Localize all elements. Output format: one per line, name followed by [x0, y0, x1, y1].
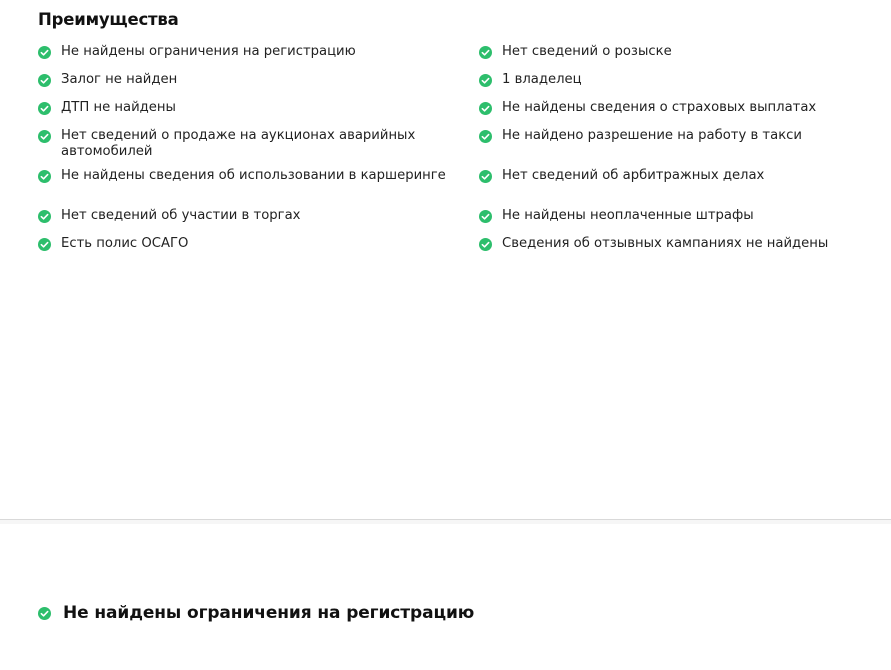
advantage-label: Нет сведений об арбитражных делах	[502, 168, 765, 183]
advantage-item	[479, 168, 764, 184]
advantage-label: Не найдены ограничения на регистрацию	[61, 44, 356, 59]
advantage-item	[38, 236, 471, 252]
check-circle-icon	[479, 170, 492, 183]
advantage-label: Нет сведений о продаже на аукционах аварийных автомобилей	[61, 128, 416, 159]
advantage-label: Сведения об отзывных кампаниях не найдены	[502, 236, 829, 251]
advantage-item	[479, 44, 672, 60]
advantage-label: Нет сведений об участии в торгах	[61, 208, 301, 223]
check-circle-icon	[479, 74, 492, 87]
check-circle-icon	[38, 238, 51, 251]
advantage-label: Нет сведений о розыске	[502, 44, 672, 59]
detail-heading	[38, 602, 474, 624]
section-divider-shadow	[0, 520, 891, 524]
advantage-item	[38, 168, 471, 184]
advantage-item	[479, 208, 754, 224]
advantage-item	[38, 128, 471, 160]
advantage-item	[38, 100, 471, 116]
advantage-item	[38, 44, 471, 60]
check-circle-icon	[38, 46, 51, 59]
advantage-item	[479, 236, 828, 252]
advantage-item	[479, 72, 582, 88]
advantage-label: Не найдены неоплаченные штрафы	[502, 208, 754, 223]
advantage-label: Не найдено разрешение на работу в такси	[502, 128, 802, 143]
check-circle-icon	[479, 210, 492, 223]
advantage-item	[479, 128, 802, 144]
advantages-section	[38, 6, 891, 251]
check-circle-icon	[38, 210, 51, 223]
check-circle-icon	[38, 74, 51, 87]
detail-title: Не найдены ограничения на регистрацию	[63, 603, 475, 623]
check-circle-icon	[479, 238, 492, 251]
advantage-label: Не найдены сведения об использовании в каршеринге	[61, 168, 446, 183]
check-circle-icon	[38, 102, 51, 115]
section-title: Преимущества	[38, 10, 179, 29]
check-circle-icon	[38, 607, 51, 620]
advantage-label: 1 владелец	[502, 72, 582, 87]
advantage-item	[479, 100, 816, 116]
advantage-item	[38, 72, 471, 88]
check-circle-icon	[479, 46, 492, 59]
advantage-item	[38, 208, 471, 224]
advantage-label: Есть полис ОСАГО	[61, 236, 189, 251]
advantage-label: Не найдены сведения о страховых выплатах	[502, 100, 817, 115]
check-circle-icon	[479, 102, 492, 115]
advantage-label: Залог не найден	[61, 72, 178, 87]
check-circle-icon	[38, 130, 51, 143]
check-circle-icon	[479, 130, 492, 143]
advantage-label: ДТП не найдены	[61, 100, 176, 115]
check-circle-icon	[38, 170, 51, 183]
